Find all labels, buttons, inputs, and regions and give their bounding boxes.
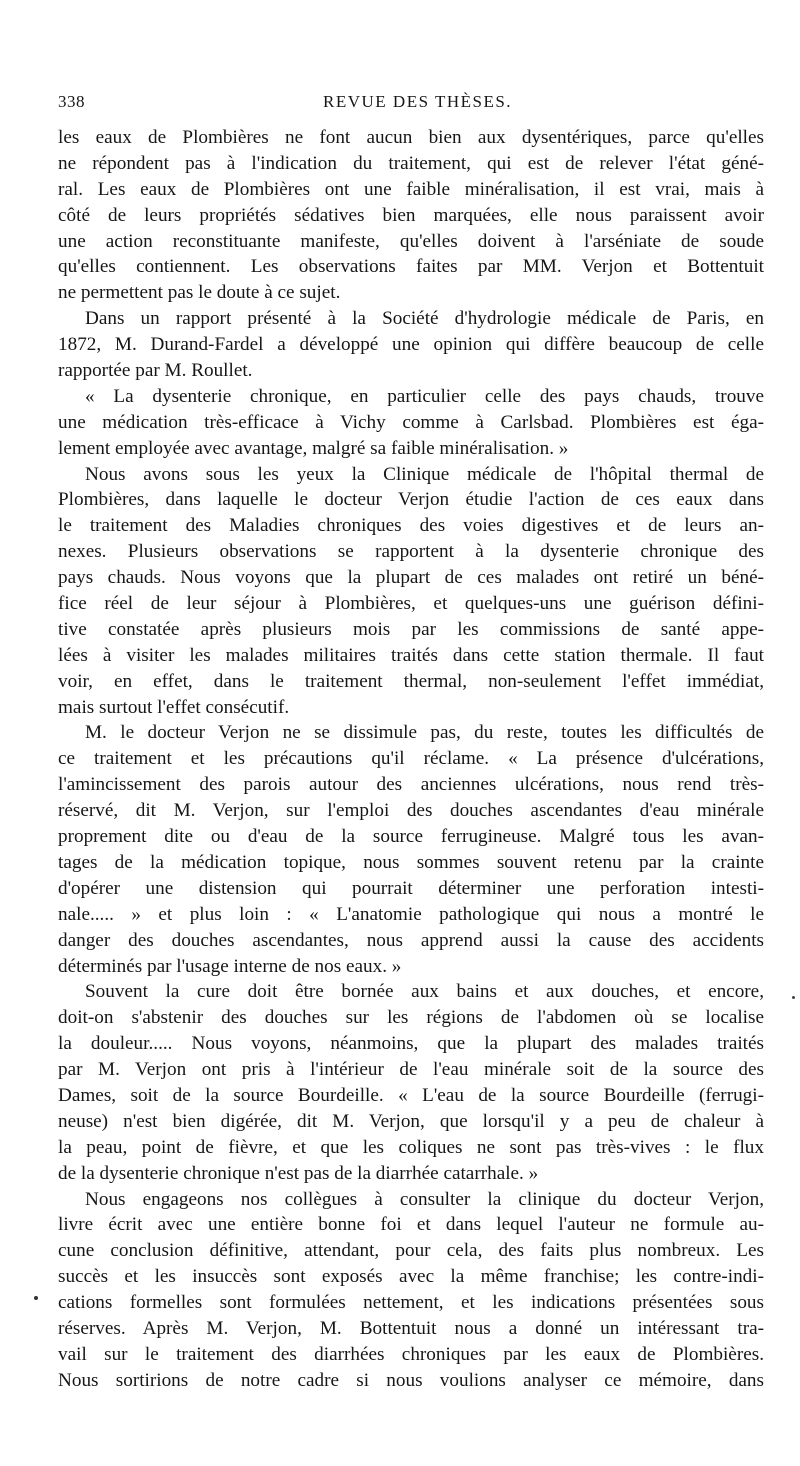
text-line: voir, en effet, dans le traitement thermal, non-seulement l'effet immédiat, <box>58 670 764 692</box>
body-text <box>58 125 764 1394</box>
text-line: nexes. Plusieurs observations se rapportent à la dysenterie chronique des <box>58 541 764 563</box>
text-line: doit-on s'abstenir des douches sur les régions de l'abdomen où se localise <box>58 1007 764 1029</box>
text-line: Dans un rapport présenté à la Société d'hydrologie médicale de Paris, en <box>85 308 764 330</box>
margin-mark <box>792 996 795 999</box>
text-line: rapportée par M. Roullet. <box>58 360 253 382</box>
text-line: qu'elles contiennent. Les observations faites par MM. Verjon et Bottentuit <box>58 256 764 278</box>
text-line: la douleur..... Nous voyons, néanmoins, que la plupart des malades traités <box>58 1033 764 1055</box>
text-line: côté de leurs propriétés sédatives bien marquées, elle nous paraissent avoir <box>58 204 764 226</box>
text-line: les eaux de Plombières ne font aucun bien aux dysentériques, parce qu'elles <box>58 127 764 148</box>
text-line: Dames, soit de la source Bourdeille. « L'eau de la source Bourdeille (ferrugi- <box>58 1084 764 1106</box>
text-line: Nous engageons nos collègues à consulter la clinique du docteur Verjon, <box>85 1188 764 1210</box>
text-line: livre écrit avec une entière bonne foi et dans lequel l'auteur ne formule au- <box>58 1214 764 1236</box>
text-line: pays chauds. Nous voyons que la plupart de ces malades ont retiré un béné- <box>58 567 764 589</box>
text-line: ral. Les eaux de Plombières ont une faible minéralisation, il est vrai, mais à <box>58 178 764 200</box>
text-line: nale..... » et plus loin : « L'anatomie pathologique qui nous a montré le <box>58 903 764 925</box>
text-line: lées à visiter les malades militaires traités dans cette station thermale. Il faut <box>58 644 764 666</box>
text-line: cations formelles sont formulées nettement, et les indications présentées sous <box>58 1292 764 1314</box>
text-line: vail sur le traitement des diarrhées chroniques par les eaux de Plombières. <box>58 1343 764 1365</box>
text-line: fice réel de leur séjour à Plombières, et quelques-uns une guérison défini- <box>58 593 764 615</box>
text-line: de la dysenterie chronique n'est pas de la diarrhée catarrhale. » <box>58 1162 539 1184</box>
text-line: déterminés par l'usage interne de nos eaux. » <box>58 955 402 977</box>
text-line: la peau, point de fièvre, et que les coliques ne sont pas très-vives : le flux <box>58 1136 764 1158</box>
text-line: danger des douches ascendantes, nous apprend aussi la cause des accidents <box>58 929 764 951</box>
text-line: cune conclusion définitive, attendant, pour cela, des faits plus nombreux. Les <box>58 1240 764 1262</box>
text-line: tages de la médication topique, nous sommes souvent retenu par la crainte <box>58 851 764 873</box>
text-line: tive constatée après plusieurs mois par les commissions de santé appe- <box>58 618 764 640</box>
text-line: ce traitement et les précautions qu'il réclame. « La présence d'ulcérations, <box>58 748 764 770</box>
text-line: proprement dite ou d'eau de la source ferrugineuse. Malgré tous les avan- <box>58 826 764 848</box>
text-line: mais surtout l'effet consécutif. <box>58 696 290 718</box>
text-line: lement employée avec avantage, malgré sa faible minéralisation. » <box>58 437 569 459</box>
text-line: le traitement des Maladies chroniques des voies digestives et de leurs an- <box>58 515 764 537</box>
text-line: d'opérer une distension qui pourrait déterminer une perforation intesti- <box>58 877 764 899</box>
text-line: par M. Verjon ont pris à l'intérieur de l'eau minérale soit de la source des <box>58 1059 764 1081</box>
text-line: « La dysenterie chronique, en particulier celle des pays chauds, trouve <box>85 385 764 407</box>
running-title: REVUE DES THÈSES. <box>323 92 513 111</box>
page-header <box>58 92 774 120</box>
margin-mark <box>34 1296 38 1300</box>
text-line: Plombières, dans laquelle le docteur Verjon étudie l'action de ces eaux dans <box>58 489 764 511</box>
text-line: neuse) n'est bien digérée, dit M. Verjon, que lorsqu'il y a peu de chaleur à <box>58 1110 764 1132</box>
text-line: ne permettent pas le doute à ce sujet. <box>58 282 341 304</box>
text-line: Nous sortirions de notre cadre si nous voulions analyser ce mémoire, dans <box>58 1369 764 1391</box>
text-line: une médication très-efficace à Vichy comme à Carlsbad. Plombières est éga- <box>58 411 764 433</box>
text-line: l'amincissement des parois autour des anciennes ulcérations, nous rend très- <box>58 774 764 796</box>
page-number: 338 <box>58 92 85 111</box>
text-line: réservé, dit M. Verjon, sur l'emploi des douches ascendantes d'eau minérale <box>58 800 764 822</box>
text-line: Nous avons sous les yeux la Clinique médicale de l'hôpital thermal de <box>85 463 764 485</box>
text-line: M. le docteur Verjon ne se dissimule pas, du reste, toutes les difficultés de <box>85 722 764 744</box>
text-line: une action reconstituante manifeste, qu'elles doivent à l'arséniate de soude <box>58 230 764 252</box>
text-line: réserves. Après M. Verjon, M. Bottentuit nous a donné un intéressant tra- <box>58 1317 764 1339</box>
text-line: succès et les insuccès sont exposés avec la même franchise; les contre-indi- <box>58 1266 764 1288</box>
text-line: ne répondent pas à l'indication du traitement, qui est de relever l'état géné- <box>58 152 764 174</box>
text-line: Souvent la cure doit être bornée aux bains et aux douches, et encore, <box>85 981 764 1003</box>
text-line: 1872, M. Durand-Fardel a développé une opinion qui diffère beaucoup de celle <box>58 334 764 356</box>
